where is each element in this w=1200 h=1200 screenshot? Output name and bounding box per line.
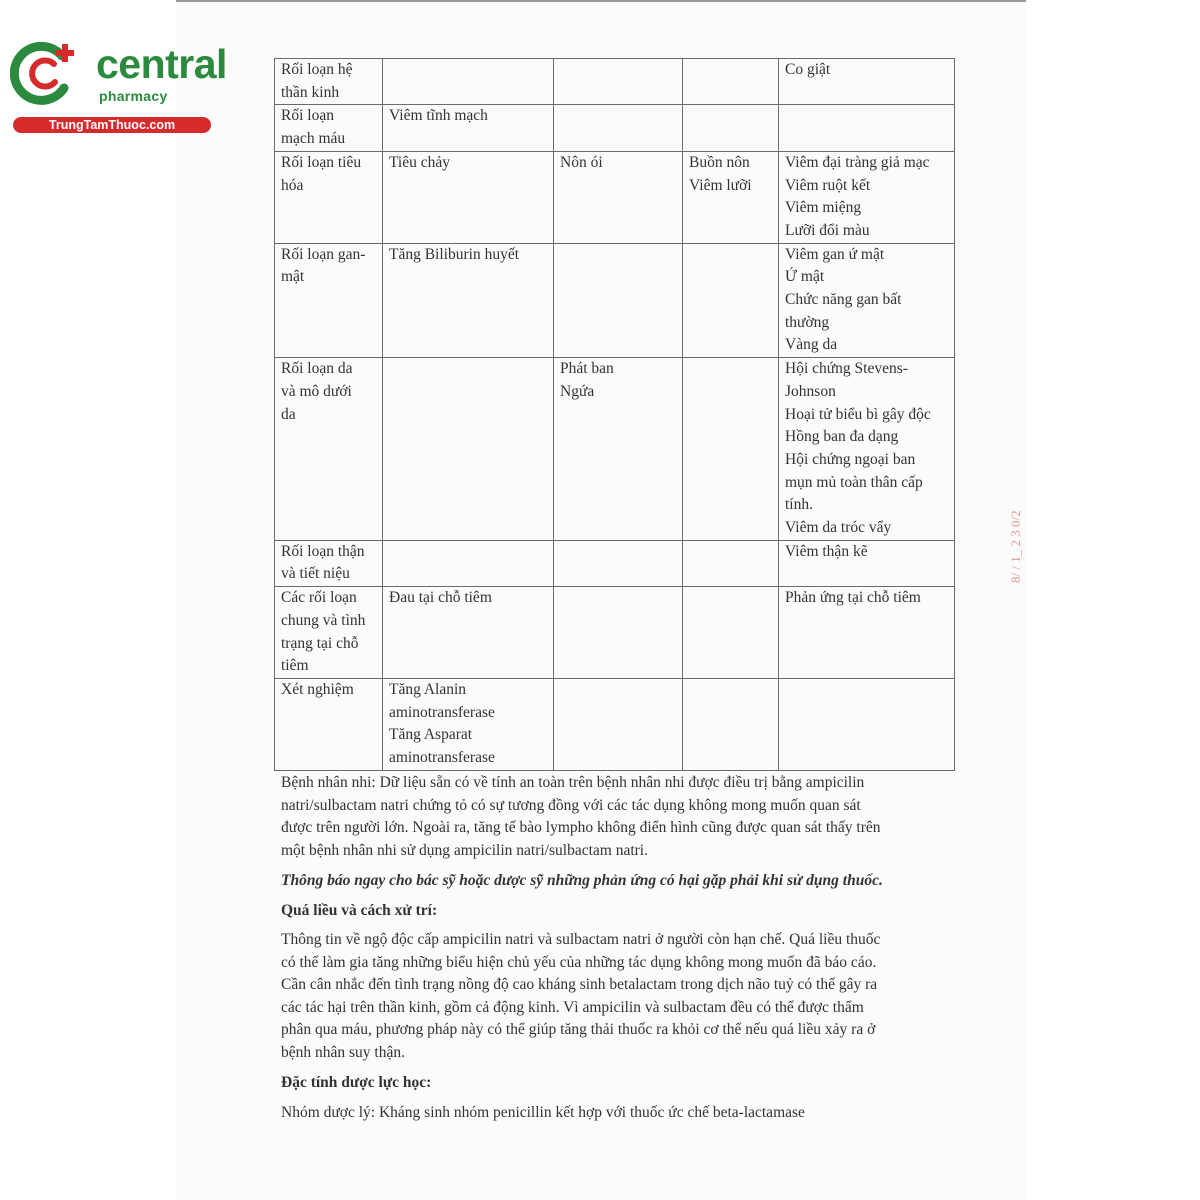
cell-text: Hội chứng Stevens- xyxy=(785,360,908,378)
cell-text: và tiết niệu xyxy=(281,565,350,583)
frequency-cell xyxy=(683,105,779,151)
frequency-cell xyxy=(554,678,683,770)
frequency-cell xyxy=(683,358,779,541)
cell-text: thần kinh xyxy=(281,83,340,101)
cell-text: mạch máu xyxy=(281,130,346,148)
cell-text: Viêm miệng xyxy=(785,199,862,217)
organ-class-cell xyxy=(275,678,383,770)
frequency-cell xyxy=(779,151,955,243)
cell-text: Rối loạn gan- xyxy=(281,245,366,263)
frequency-cell xyxy=(683,243,779,358)
cell-text: Rối loạn hệ xyxy=(281,61,353,78)
cell-text: Vàng da xyxy=(785,336,838,354)
cell-text: mật xyxy=(281,268,305,286)
cell-text: Viêm đại tràng giả mạc xyxy=(785,153,930,171)
paragraph-line: phân qua máu, phương pháp này có thể giúp tăng thải thuốc ra khỏi cơ thể nếu quá liều xảy ra ở xyxy=(281,1021,876,1039)
paragraph-line: bệnh nhân suy thận. xyxy=(281,1043,405,1061)
pharmacodynamics-line: Nhóm dược lý: Kháng sinh nhóm penicillin kết hợp với thuốc ức chế beta-lactamase xyxy=(281,1104,805,1121)
frequency-cell xyxy=(779,105,955,151)
cell-text: Viêm lưỡi xyxy=(689,176,752,194)
cell-text: chung và tình xyxy=(281,611,366,629)
frequency-cell xyxy=(779,243,955,358)
organ-class-cell xyxy=(275,358,383,541)
paragraph-line: được trên người lớn. Ngoài ra, tăng tế bào lympho không điển hình cũng được quan sát thấy trên xyxy=(281,819,881,837)
table-row xyxy=(275,540,955,586)
pharmacodynamics-heading: Đặc tính dược lực học: xyxy=(281,1074,432,1091)
table-row xyxy=(275,587,955,679)
cell-text: Chức năng gan bất xyxy=(785,291,902,309)
overdose-heading: Quá liều và cách xử trí: xyxy=(281,902,438,919)
central-pharmacy-logo[interactable] xyxy=(10,36,227,136)
cell-text: Các rối loạn xyxy=(281,589,357,607)
cell-text: trạng tại chỗ xyxy=(281,634,359,652)
cell-text: Lưỡi đổi màu xyxy=(785,221,870,239)
cell-text: Co giật xyxy=(785,61,831,78)
cell-text: Rối loạn thận xyxy=(281,542,365,560)
cell-text: Viêm thận kẽ xyxy=(785,542,868,560)
table-row xyxy=(275,243,955,358)
frequency-cell xyxy=(779,678,955,770)
logo-subtitle: pharmacy xyxy=(99,88,168,104)
paragraph-line: Cần cân nhắc đến tình trạng nồng độ cao kháng sinh betalactam trong dịch não tuỷ có thể gây ra xyxy=(281,976,878,994)
adverse-reaction-notice: Thông báo ngay cho bác sỹ hoặc dược sỹ những phản ứng có hại gặp phải khi sử dụng thuốc. xyxy=(281,872,883,889)
frequency-cell xyxy=(554,151,683,243)
table-row xyxy=(275,151,955,243)
paragraph-line: có thể làm gia tăng những biểu hiện chủ yếu của những tác dụng không mong muốn đã báo cáo. xyxy=(281,953,877,971)
cell-text: Rối loạn tiêu xyxy=(281,153,362,171)
overdose-paragraph xyxy=(281,929,951,1065)
frequency-cell xyxy=(554,243,683,358)
cell-text: aminotransferase xyxy=(389,749,495,767)
cell-text: Tăng Alanin xyxy=(389,680,467,698)
frequency-cell xyxy=(554,587,683,679)
organ-class-cell xyxy=(275,105,383,151)
frequency-cell xyxy=(779,587,955,679)
organ-class-cell xyxy=(275,151,383,243)
frequency-cell xyxy=(383,243,554,358)
page-top-border xyxy=(176,0,1026,2)
paragraph-line: Thông tin về ngộ độc cấp ampicilin natri và sulbactam natri ở người còn hạn chế. Quá liều thuốc xyxy=(281,931,881,948)
organ-class-cell xyxy=(275,243,383,358)
cell-text: Tăng Asparat xyxy=(389,726,473,744)
cell-text: tiêm xyxy=(281,657,309,675)
frequency-cell xyxy=(779,59,955,105)
cell-text: aminotransferase xyxy=(389,703,495,721)
frequency-cell xyxy=(554,59,683,105)
cell-text: Viêm ruột kết xyxy=(785,176,871,194)
frequency-cell xyxy=(683,678,779,770)
cell-text: tính. xyxy=(785,496,813,514)
cell-text: Ngứa xyxy=(560,382,595,400)
cell-text: thường xyxy=(785,313,830,331)
paragraph-line: Bệnh nhân nhi: Dữ liệu sẵn có về tính an toàn trên bệnh nhân nhi được điều trị bằng ampicilin xyxy=(281,774,865,791)
frequency-cell xyxy=(383,59,554,105)
frequency-cell xyxy=(683,540,779,586)
cell-text: Đau tại chỗ tiêm xyxy=(389,589,492,607)
frequency-cell xyxy=(779,540,955,586)
frequency-cell xyxy=(383,540,554,586)
cell-text: Viêm tĩnh mạch xyxy=(389,107,488,125)
frequency-cell xyxy=(554,540,683,586)
frequency-cell xyxy=(779,358,955,541)
pharmacy-logo-icon xyxy=(10,38,84,108)
cell-text: Hoại tử biểu bì gây độc xyxy=(785,405,931,423)
table-row xyxy=(275,59,955,105)
cell-text: Viêm da tróc vẩy xyxy=(785,519,892,537)
paragraph-line: một bệnh nhân nhi sử dụng ampicilin natri/sulbactam natri. xyxy=(281,841,648,859)
cell-text: Phát ban xyxy=(560,360,614,378)
organ-class-cell xyxy=(275,59,383,105)
frequency-cell xyxy=(383,587,554,679)
frequency-cell xyxy=(383,358,554,541)
logo-url-badge[interactable]: TrungTamThuoc.com xyxy=(13,117,211,133)
paragraph-line: natri/sulbactam natri chứng tỏ có sự tương đồng với các tác dụng không mong muốn quan sát xyxy=(281,796,861,814)
frequency-cell xyxy=(554,105,683,151)
cell-text: Rối loạn da xyxy=(281,360,353,378)
cell-text: và mô dưới xyxy=(281,382,352,400)
frequency-cell xyxy=(554,358,683,541)
cell-text: Tiêu chảy xyxy=(389,153,450,171)
cell-text: da xyxy=(281,405,296,423)
adverse-reactions-table xyxy=(274,58,955,771)
table-row xyxy=(275,105,955,151)
cell-text: Johnson xyxy=(785,382,836,400)
cell-text: Ứ mật xyxy=(785,268,825,286)
cell-text: Xét nghiệm xyxy=(281,680,354,698)
margin-stamp: 8/ / 1_ 2 3 0/2 xyxy=(1008,510,1023,583)
table-row xyxy=(275,678,955,770)
frequency-cell xyxy=(683,59,779,105)
cell-text: Viêm gan ứ mật xyxy=(785,245,885,263)
cell-text: Hồng ban đa dạng xyxy=(785,428,899,446)
pediatric-paragraph xyxy=(281,772,951,862)
frequency-cell xyxy=(683,587,779,679)
cell-text: Hội chứng ngoại ban xyxy=(785,450,916,468)
cell-text: hóa xyxy=(281,176,304,194)
frequency-cell xyxy=(383,678,554,770)
cell-text: mụn mủ toàn thân cấp xyxy=(785,473,923,491)
cell-text: Tăng Biliburin huyết xyxy=(389,245,520,263)
cell-text: Buồn nôn xyxy=(689,153,750,171)
cell-text: Nôn ói xyxy=(560,153,603,171)
frequency-cell xyxy=(683,151,779,243)
table-row xyxy=(275,358,955,541)
frequency-cell xyxy=(383,151,554,243)
cell-text: Phản ứng tại chỗ tiêm xyxy=(785,589,921,607)
logo-wordmark: central xyxy=(96,41,227,87)
paragraph-line: các tác hại trên thần kinh, gồm cả động kinh. Vì ampicilin và sulbactam đều có thể được thẩm xyxy=(281,998,864,1016)
organ-class-cell xyxy=(275,540,383,586)
frequency-cell xyxy=(383,105,554,151)
cell-text: Rối loạn xyxy=(281,107,334,125)
organ-class-cell xyxy=(275,587,383,679)
